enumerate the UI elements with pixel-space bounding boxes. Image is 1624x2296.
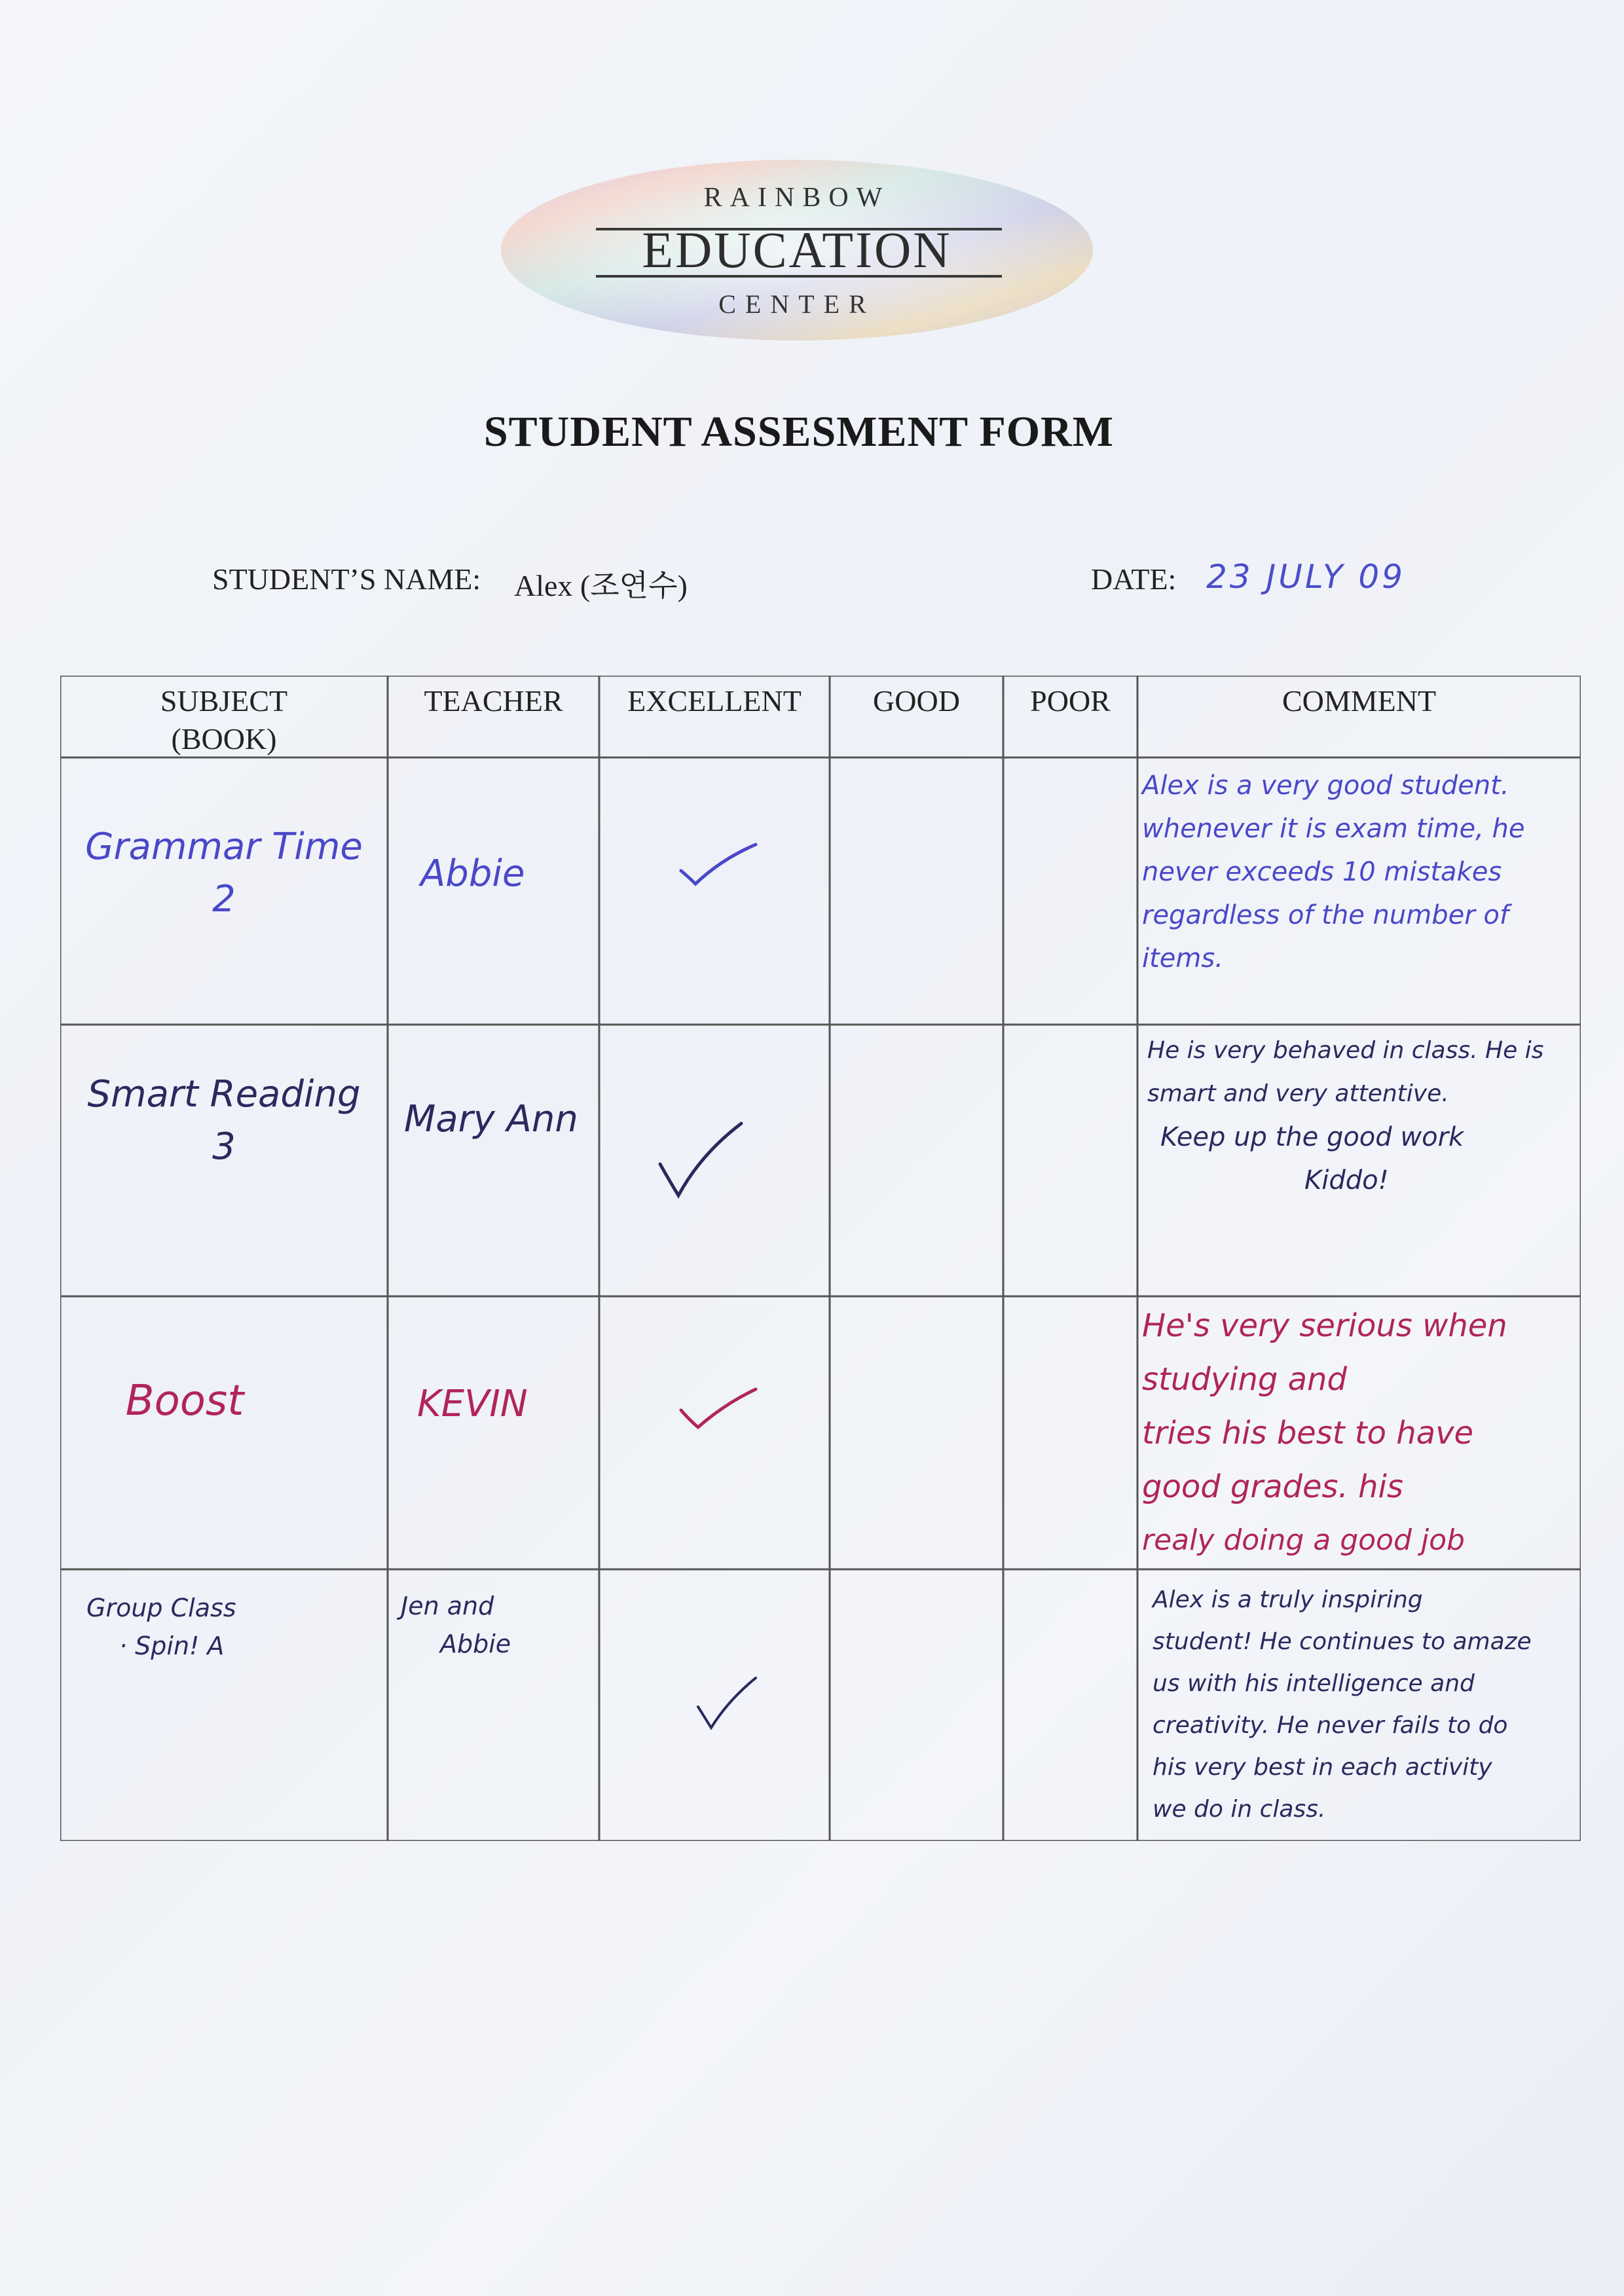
row-4-teacher-line2: Abbie — [440, 1630, 511, 1658]
header-subject-line1: SUBJECT — [160, 684, 288, 718]
row-4-comment-line3: us with his intelligence and — [1153, 1670, 1475, 1697]
row-3-comment-line2: studying and — [1142, 1361, 1347, 1398]
row-1-subject-line2: 2 — [212, 878, 236, 920]
row-1-comment-line1: Alex is a very good student. — [1142, 771, 1509, 801]
row-3-comment-line4: good grades. his — [1142, 1468, 1403, 1505]
row-3-comment-line3: tries his best to have — [1142, 1415, 1474, 1451]
row-2-comment-line1: He is very behaved in class. He is — [1147, 1037, 1544, 1064]
row-4-teacher-line1: Jen and — [401, 1592, 494, 1620]
row-4-subject-line2: · Spin! A — [119, 1631, 225, 1660]
logo-bottom-text: CENTER — [718, 289, 876, 319]
row-3-subject-line1: Boost — [125, 1377, 244, 1425]
row-1-comment-line2: whenever it is exam time, he — [1142, 814, 1525, 844]
row-4-comment-line5: his very best in each activity — [1153, 1754, 1492, 1781]
logo-main-text: EDUCATION — [642, 221, 952, 278]
table-row-1-subject — [60, 821, 388, 926]
header-good: GOOD — [873, 684, 960, 718]
table-row-1-comment — [1142, 764, 1578, 980]
row-3-comment-line5: realy doing a good job — [1142, 1523, 1465, 1557]
row-2-excellent-checkmark-icon — [655, 1118, 747, 1203]
row-1-comment-line4: regardless of the number of — [1142, 900, 1509, 930]
table-row-4-comment — [1153, 1579, 1578, 1831]
row-2-comment-line3: Keep up the good work — [1160, 1122, 1464, 1152]
row-2-comment-line2: smart and very attentive. — [1147, 1080, 1449, 1107]
table-row-2-subject — [60, 1068, 388, 1173]
table-row-4-subject — [86, 1589, 375, 1665]
form-title: STUDENT ASSESMENT FORM — [483, 408, 1115, 456]
header-teacher: TEACHER — [424, 684, 563, 718]
row-3-comment-line1: He's very serious when — [1142, 1307, 1507, 1344]
row-4-subject-line1: Group Class — [86, 1594, 236, 1622]
table-row-4-teacher — [401, 1587, 597, 1663]
table-row-2-teacher: Mary Ann — [404, 1098, 578, 1140]
row-4-comment-line1: Alex is a truly inspiring — [1153, 1586, 1423, 1613]
header-poor: POOR — [1030, 684, 1111, 718]
table-row-3-subject — [60, 1375, 309, 1427]
date-label: DATE: — [1091, 562, 1177, 596]
row-1-comment-line3: never exceeds 10 mistakes — [1142, 857, 1502, 887]
row-1-excellent-checkmark-icon — [676, 839, 761, 892]
row-1-subject-line1: Grammar Time — [85, 826, 363, 868]
student-name-value: Alex (조연수) — [514, 569, 688, 602]
row-2-subject-line1: Smart Reading — [87, 1073, 361, 1116]
table-row-3-teacher: KEVIN — [417, 1383, 528, 1425]
rainbow-education-logo — [498, 157, 1097, 344]
table-row-1-teacher: Abbie — [420, 852, 525, 895]
header-comment: COMMENT — [1282, 684, 1437, 718]
row-2-comment-line4: Kiddo! — [1304, 1165, 1389, 1195]
row-3-excellent-checkmark-icon — [676, 1384, 761, 1436]
row-4-excellent-checkmark-icon — [694, 1674, 760, 1733]
table-row-2-comment — [1147, 1029, 1579, 1202]
row-4-comment-line6: we do in class. — [1153, 1796, 1326, 1823]
table-row-3-comment — [1142, 1299, 1578, 1567]
header-subject-line2: (BOOK) — [171, 722, 277, 756]
student-name-label: STUDENT’S NAME: — [212, 562, 481, 596]
row-1-comment-line5: items. — [1142, 943, 1223, 974]
date-value: 23 JULY 09 — [1206, 558, 1405, 596]
header-subject — [60, 682, 388, 758]
header-excellent: EXCELLENT — [627, 684, 802, 718]
logo-top-text: RAINBOW — [703, 183, 891, 213]
row-4-comment-line4: creativity. He never fails to do — [1153, 1712, 1508, 1739]
row-2-subject-line2: 3 — [212, 1125, 236, 1168]
assessment-table — [60, 676, 1581, 1841]
row-4-comment-line2: student! He continues to amaze — [1153, 1628, 1532, 1655]
